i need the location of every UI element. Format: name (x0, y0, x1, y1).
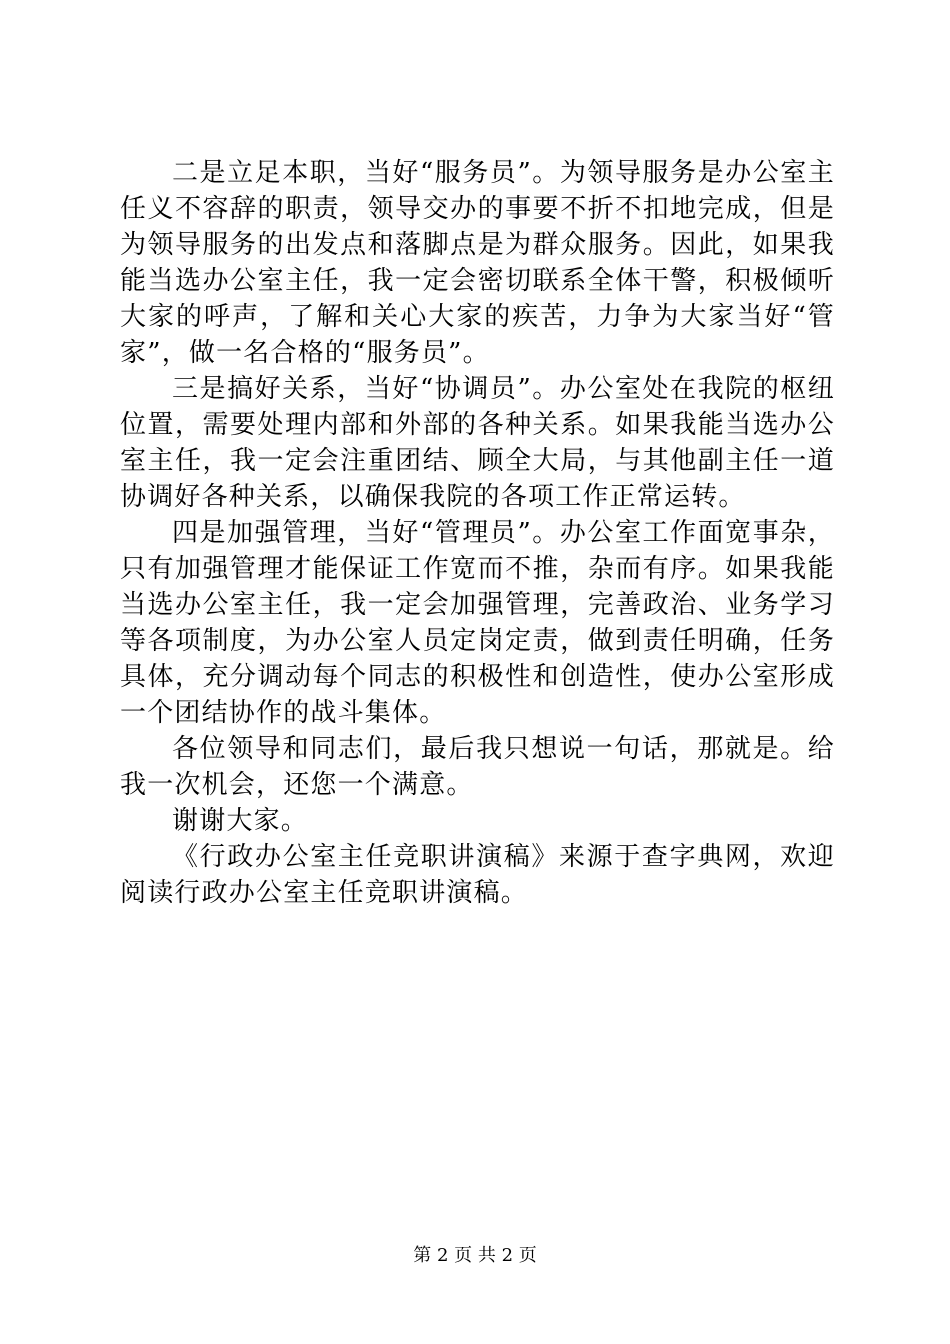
paragraph-closing: 各位领导和同志们，最后我只想说一句话，那就是。给我一次机会，还您一个满意。 (120, 734, 835, 800)
page-number-footer: 第 2 页 共 2 页 (413, 1245, 537, 1266)
document-body (120, 155, 835, 911)
paragraph-coordination: 三是搞好关系，当好“协调员”。办公室处在我院的枢纽位置，需要处理内部和外部的各种关系。如果我能当选办公室主任，我一定会注重团结、顾全大局，与其他副主任一道协调好各种关系，以确保我院的各项工作正常运转。 (120, 374, 835, 512)
paragraph-thanks: 谢谢大家。 (172, 806, 309, 836)
paragraph-management: 四是加强管理，当好“管理员”。办公室工作面宽事杂，只有加强管理才能保证工作宽而不推，杂而有序。如果我能当选办公室主任，我一定会加强管理，完善政治、业务学习等各项制度，为办公室人员定岗定责，做到责任明确，任务具体，充分调动每个同志的积极性和创造性，使办公室形成一个团结协作的战斗集体。 (120, 518, 835, 728)
paragraph-service: 二是立足本职，当好“服务员”。为领导服务是办公室主任义不容辞的职责，领导交办的事要不折不扣地完成，但是为领导服务的出发点和落脚点是为群众服务。因此，如果我能当选办公室主任，我一定会密切联系全体干警，积极倾听大家的呼声，了解和关心大家的疾苦，力争为大家当好“管家”，做一名合格的“服务员”。 (120, 158, 835, 368)
paragraph-source-note: 《行政办公室主任竞职讲演稿》来源于查字典网，欢迎阅读行政办公室主任竞职讲演稿。 (120, 842, 835, 908)
